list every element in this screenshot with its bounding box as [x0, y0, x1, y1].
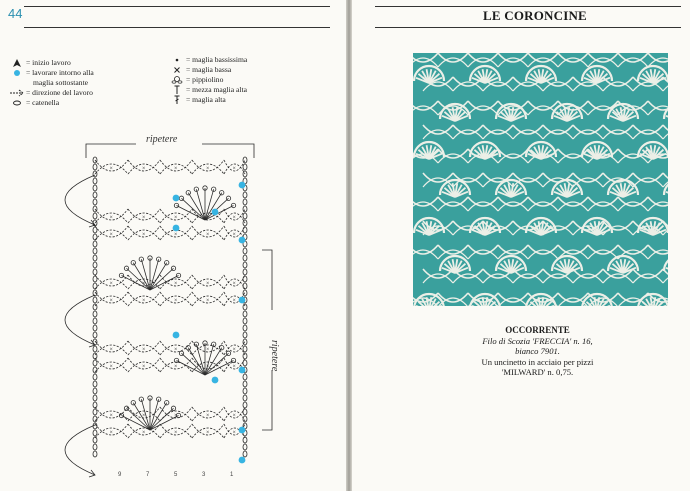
repeat-label-top: ripetere [146, 134, 178, 145]
chain-stitch [243, 199, 247, 205]
single-crochet-mark: × [142, 281, 146, 287]
chain-stitch [93, 388, 97, 394]
single-crochet-mark: × [142, 364, 146, 370]
chain-stitch [93, 430, 97, 436]
chain-stitch [243, 353, 247, 359]
single-crochet-mark: × [232, 413, 236, 419]
treble-icon [168, 95, 186, 108]
single-crochet-mark: × [232, 215, 236, 221]
single-crochet-mark: × [174, 430, 178, 436]
work-around-marker [173, 332, 180, 339]
chain-stitch [243, 409, 247, 415]
chain-stitch [243, 269, 247, 275]
chain-stitch [93, 199, 97, 205]
chain-stitch [93, 381, 97, 387]
row-number: 1 [230, 472, 234, 478]
single-crochet-mark: × [206, 166, 210, 172]
work-around-marker [173, 225, 180, 232]
chain-stitch [243, 290, 247, 296]
chain-stitch [93, 227, 97, 233]
single-crochet-mark: × [232, 232, 236, 238]
materials-line-1: Filo di Scozia 'FRECCIA' n. 16, [482, 335, 593, 346]
chain-stitch [243, 416, 247, 422]
single-crochet-mark: × [142, 215, 146, 221]
chain-stitch [93, 367, 97, 373]
row-number: 9 [118, 472, 122, 478]
repeat-bracket-top [86, 144, 254, 158]
catenella-oval-icon [8, 98, 26, 111]
single-crochet-mark: × [109, 430, 113, 436]
single-crochet-mark: × [206, 281, 210, 287]
single-crochet-mark: × [109, 166, 113, 172]
single-crochet-mark: × [109, 298, 113, 304]
chain-stitch [93, 444, 97, 450]
fan-stitch [150, 259, 159, 290]
picot-loop [139, 397, 143, 401]
chain-stitch [243, 325, 247, 331]
chain-stitch [93, 241, 97, 247]
materials-heading: OCCORRENTE [505, 325, 570, 335]
chain-stitch [93, 283, 97, 289]
chain-stitch [243, 381, 247, 387]
legend-text: = direzione del lavoro [26, 88, 93, 97]
single-crochet-mark: × [206, 298, 210, 304]
chain-stitch [93, 360, 97, 366]
chain-stitch [93, 325, 97, 331]
single-crochet-mark: × [142, 413, 146, 419]
chain-stitch [93, 164, 97, 170]
chain-stitch [243, 402, 247, 408]
chain-stitch [93, 374, 97, 380]
single-crochet-mark: × [206, 347, 210, 353]
single-crochet-mark: × [174, 215, 178, 221]
chain-stitch [243, 388, 247, 394]
page-number: 44 [8, 6, 23, 21]
chain-stitch [93, 185, 97, 191]
legend-text: = maglia bassissima [186, 55, 248, 64]
legend-text: = maglia alta [186, 95, 226, 104]
chain-stitch [93, 346, 97, 352]
header-rule-top-right [375, 6, 681, 7]
single-crochet-mark: × [232, 347, 236, 353]
single-crochet-mark: × [109, 215, 113, 221]
single-crochet-mark: × [174, 364, 178, 370]
materials-line-2: bianco 7901. [515, 346, 560, 356]
chain-stitch [243, 339, 247, 345]
chain-stitch [243, 262, 247, 268]
single-crochet-mark: × [206, 430, 210, 436]
chain-stitch [93, 269, 97, 275]
legend-text: = pippiolino [186, 75, 224, 84]
chain-stitch [93, 178, 97, 184]
header-rule-bottom-right [375, 27, 681, 28]
picot-loop [176, 273, 180, 277]
work-around-marker [212, 209, 219, 216]
chain-stitch [93, 213, 97, 219]
legend-text: = maglia bassa [186, 65, 232, 74]
picot-loop [139, 257, 143, 261]
materials-block [445, 325, 630, 378]
single-crochet-mark: × [232, 298, 236, 304]
header-rule-top [24, 6, 330, 7]
turning-arc [65, 425, 95, 475]
turning-arc [65, 175, 95, 225]
chain-stitch [243, 304, 247, 310]
single-crochet-mark: × [109, 281, 113, 287]
chain-stitch [243, 255, 247, 261]
single-crochet-mark: × [174, 298, 178, 304]
legend-text: = inizio lavoro [26, 58, 71, 67]
work-around-marker [239, 182, 246, 189]
single-crochet-mark: × [109, 347, 113, 353]
single-crochet-mark: × [174, 166, 178, 172]
chain-stitch [243, 311, 247, 317]
legend-text: = catenella [26, 98, 60, 107]
chain-stitch [243, 451, 247, 457]
work-around-marker [239, 297, 246, 304]
single-crochet-mark: × [232, 364, 236, 370]
header-rule-bottom [24, 27, 330, 28]
single-crochet-mark: × [206, 413, 210, 419]
chain-stitch [93, 395, 97, 401]
chain-stitch [93, 451, 97, 457]
chain-stitch [93, 332, 97, 338]
chain-stitch [243, 346, 247, 352]
crochet-chart [0, 130, 346, 491]
single-crochet-mark: × [206, 215, 210, 221]
chain-stitch [93, 409, 97, 415]
chain-stitch [243, 332, 247, 338]
chain-stitch [93, 416, 97, 422]
lace-photo [413, 53, 668, 306]
single-crochet-mark: × [142, 430, 146, 436]
row-number: 5 [174, 472, 178, 478]
single-crochet-mark: × [174, 281, 178, 287]
materials-line-4: 'MILWARD' n. 0,75. [501, 367, 574, 377]
picot-loop [231, 358, 235, 362]
chain-stitch [243, 444, 247, 450]
chain-stitch [243, 395, 247, 401]
chain-stitch [93, 192, 97, 198]
single-crochet-mark: × [109, 364, 113, 370]
turning-arc [65, 295, 95, 345]
work-around-marker [239, 427, 246, 434]
chain-stitch [243, 374, 247, 380]
chain-stitch [243, 192, 247, 198]
single-crochet-mark: × [206, 364, 210, 370]
picot-loop [156, 397, 160, 401]
single-crochet-mark: × [174, 347, 178, 353]
single-crochet-mark: × [232, 430, 236, 436]
chain-stitch [243, 360, 247, 366]
chain-stitch [93, 297, 97, 303]
fan-stitch [196, 344, 205, 375]
legend-text: = mezza maglia alta [186, 85, 247, 94]
single-crochet-mark: × [109, 232, 113, 238]
row-number: 3 [202, 472, 206, 478]
single-crochet-mark: × [109, 413, 113, 419]
chain-stitch [93, 276, 97, 282]
fan-stitch [150, 399, 159, 430]
work-around-marker [239, 457, 246, 464]
single-crochet-mark: × [232, 166, 236, 172]
single-crochet-mark: × [142, 347, 146, 353]
chain-stitch [243, 213, 247, 219]
picot-loop [211, 342, 215, 346]
single-crochet-mark: × [174, 413, 178, 419]
legend-text: = lavorare intorno alla [26, 68, 94, 77]
chain-stitch [93, 248, 97, 254]
work-around-marker [173, 195, 180, 202]
chain-stitch [93, 311, 97, 317]
chain-stitch [93, 255, 97, 261]
row-number: 7 [146, 472, 150, 478]
work-around-marker [212, 377, 219, 384]
single-crochet-mark: × [142, 298, 146, 304]
page-title: LE CORONCINE [483, 8, 587, 23]
single-crochet-mark: × [142, 166, 146, 172]
chain-stitch [93, 318, 97, 324]
chain-stitch [243, 318, 247, 324]
chain-stitch [243, 164, 247, 170]
single-crochet-mark: × [206, 232, 210, 238]
chain-stitch [243, 248, 247, 254]
materials-line-3: Un uncinetto in acciaio per pizzi [481, 356, 594, 367]
legend-text-line2: maglia sottostante [33, 78, 89, 87]
chain-stitch [93, 262, 97, 268]
picot-loop [119, 273, 123, 277]
blue-dot-icon [8, 68, 26, 79]
repeat-label-side: ripetere [269, 340, 280, 372]
work-around-marker [239, 367, 246, 374]
picot-loop [156, 257, 160, 261]
single-crochet-mark: × [142, 232, 146, 238]
single-crochet-mark: × [232, 281, 236, 287]
chain-stitch [93, 234, 97, 240]
single-crochet-mark: × [174, 232, 178, 238]
work-around-marker [239, 237, 246, 244]
